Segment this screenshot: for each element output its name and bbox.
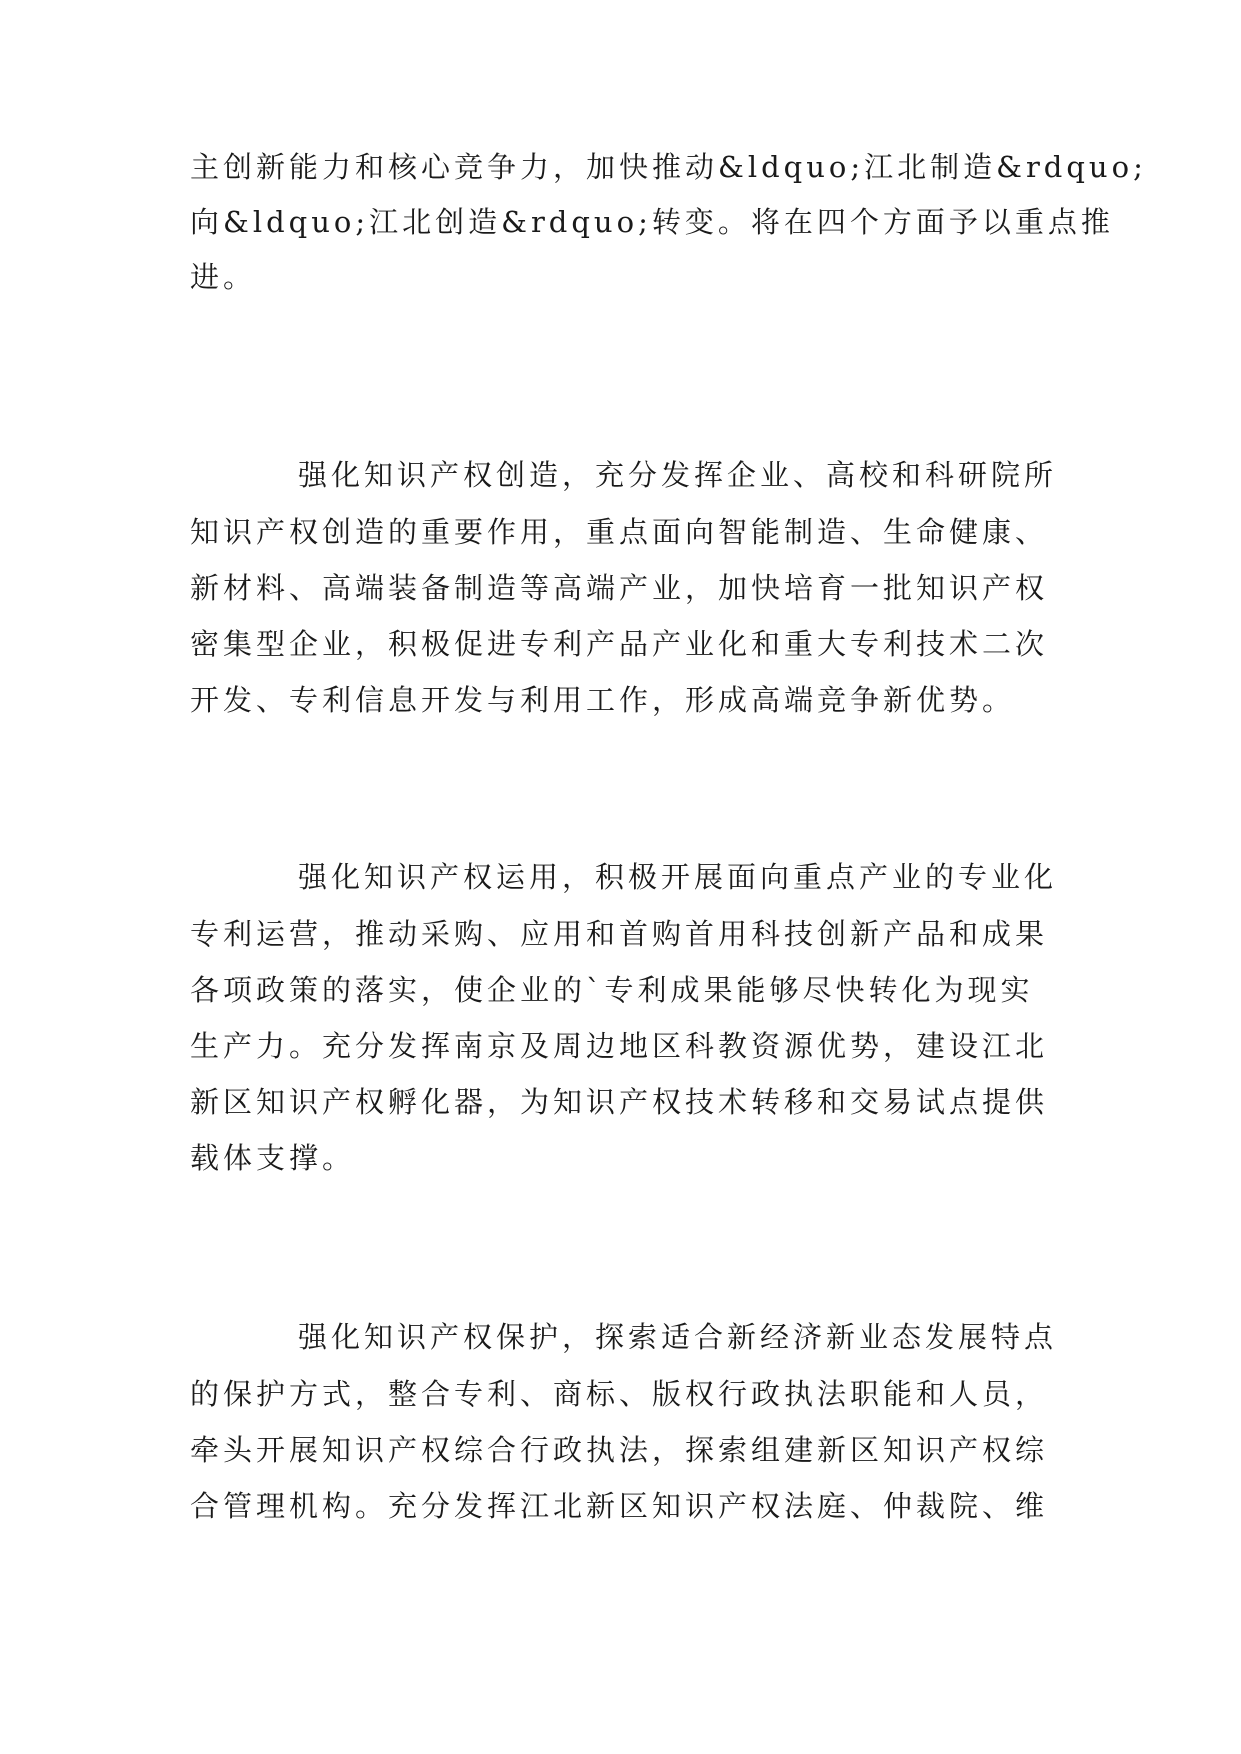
paragraph-line: 合管理机构。充分发挥江北新区知识产权法庭、仲裁院、维 <box>190 1489 1049 1523</box>
paragraph-line: 知识产权创造的重要作用，重点面向智能制造、生命健康、 <box>190 515 1049 549</box>
paragraph-line: 各项政策的落实，使企业的`专利成果能够尽快转化为现实 <box>190 973 1034 1007</box>
paragraph-line: 强化知识产权创造，充分发挥企业、高校和科研院所 <box>298 458 1058 492</box>
paragraph-line: 向&ldquo;江北创造&rdquo;转变。将在四个方面予以重点推 <box>190 205 1114 239</box>
paragraph-line: 主创新能力和核心竞争力，加快推动&ldquo;江北制造&rdquo; <box>190 150 1147 184</box>
paragraph-line: 生产力。充分发挥南京及周边地区科教资源优势，建设江北 <box>190 1029 1049 1063</box>
paragraph-line: 强化知识产权运用，积极开展面向重点产业的专业化 <box>298 860 1058 894</box>
paragraph-line: 密集型企业，积极促进专利产品产业化和重大专利技术二次 <box>190 627 1049 661</box>
paragraph-line: 专利运营，推动采购、应用和首购首用科技创新产品和成果 <box>190 917 1049 951</box>
paragraph-line: 载体支撑。 <box>190 1141 356 1175</box>
paragraph-line: 开发、专利信息开发与利用工作，形成高端竞争新优势。 <box>190 683 1016 717</box>
paragraph-line: 新区知识产权孵化器，为知识产权技术转移和交易试点提供 <box>190 1085 1049 1119</box>
paragraph-line: 新材料、高端装备制造等高端产业，加快培育一批知识产权 <box>190 571 1049 605</box>
paragraph-line: 的保护方式，整合专利、商标、版权行政执法职能和人员， <box>190 1377 1049 1411</box>
paragraph-line: 牵头开展知识产权综合行政执法，探索组建新区知识产权综 <box>190 1433 1049 1467</box>
paragraph-line: 强化知识产权保护，探索适合新经济新业态发展特点 <box>298 1320 1058 1354</box>
paragraph-line: 进。 <box>190 260 257 294</box>
